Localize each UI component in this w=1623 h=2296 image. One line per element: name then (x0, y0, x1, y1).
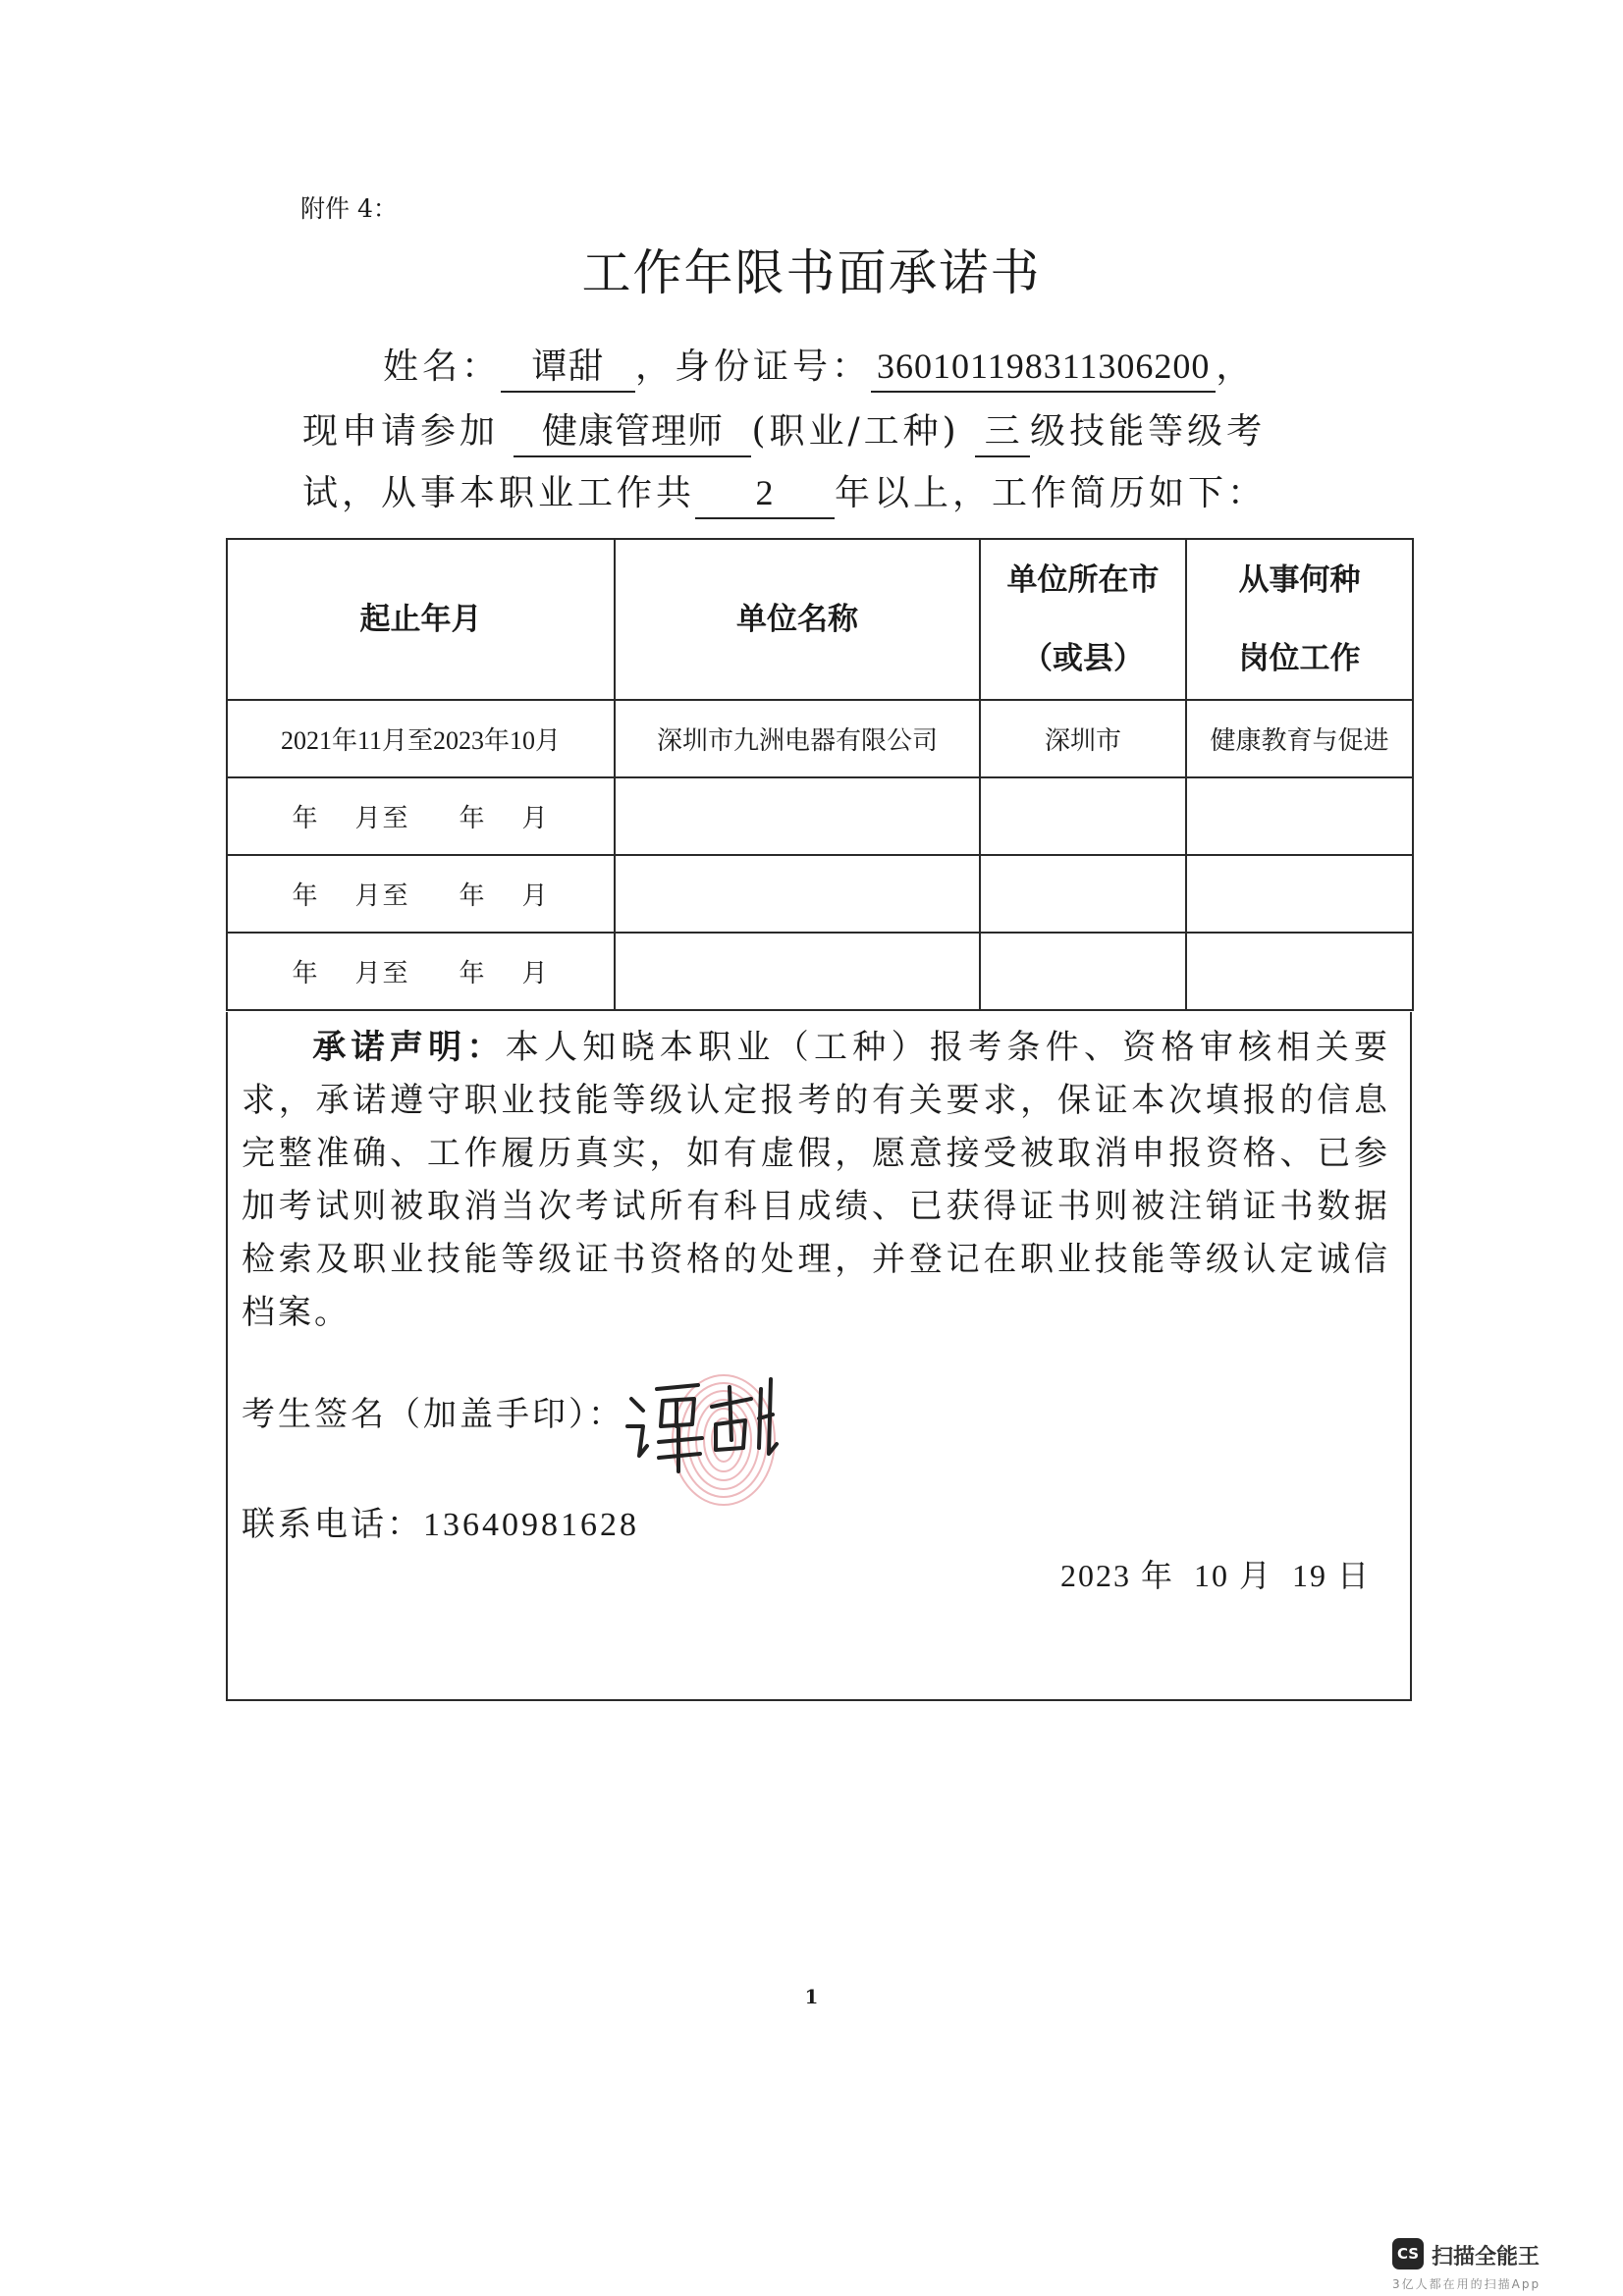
phone-value: 13640981628 (423, 1507, 639, 1543)
blank-year-2: 年 (459, 881, 487, 911)
declaration-heading: 承诺声明： (310, 1028, 506, 1067)
sign-date (1060, 1551, 1390, 1596)
blank-month-2: 月 (521, 804, 550, 833)
id-number-value: 360101198311306200 (871, 342, 1216, 393)
row-period-blank (227, 777, 615, 855)
table-header-row (227, 539, 1413, 700)
page-number: 1 (804, 1985, 819, 2008)
row-period: 2021年11月至2023年10月 (227, 700, 615, 777)
date-day: 19 日 (1292, 1558, 1372, 1593)
intro-line-1 (383, 342, 1255, 393)
signature-line (242, 1387, 624, 1435)
header-city-line1: 单位所在市 (1006, 562, 1160, 598)
blank-year-2: 年 (459, 804, 487, 833)
intro-line-3 (302, 468, 1267, 519)
declaration-body: 本人知晓本职业（工种）报考条件、资格审核相关要求，承诺遵守职业技能等级认定报考的有关要求，保证本次填报的信息完整准确、工作履历真实，如有虚假，愿意接受被取消申报资格、已参加考试则被取消当次考试所有科目成绩、已获得证书则被注销证书数据检索及职业技能等级证书资格的处理，并登记在职业技能等级认定诚信档案。 (242, 1028, 1391, 1332)
blank-month-to: 月至 (354, 959, 410, 988)
id-tail: ， (1216, 347, 1256, 387)
blank-month-to: 月至 (354, 881, 410, 911)
row-period-blank (227, 855, 615, 933)
phone-line (242, 1497, 639, 1545)
row-city-blank (980, 933, 1186, 1010)
years-suffix: 年以上，工作简历如下： (835, 473, 1268, 513)
apply-prefix: 现申请参加 (302, 411, 500, 452)
level-value: 三 (975, 406, 1030, 457)
row-city-blank (980, 777, 1186, 855)
row-city-blank (980, 855, 1186, 933)
header-position-line1: 从事何种 (1238, 562, 1361, 598)
row-position-blank (1186, 933, 1413, 1010)
signature-label: 考生签名（加盖手印）： (242, 1395, 624, 1434)
intro-line-2 (302, 406, 1266, 457)
table-row (227, 855, 1413, 933)
watermark-name: 扫描全能王 (1432, 2245, 1541, 2269)
row-company-blank (615, 777, 980, 855)
header-company: 单位名称 (615, 539, 980, 700)
id-label: ，身份证号： (635, 347, 872, 387)
camscanner-logo-icon: CS (1392, 2238, 1424, 2269)
blank-year: 年 (292, 804, 320, 833)
row-position-blank (1186, 855, 1413, 933)
level-suffix: 级技能等级考 (1030, 411, 1267, 452)
date-year: 2023 年 (1060, 1558, 1175, 1593)
header-position (1186, 539, 1413, 700)
blank-year: 年 (292, 881, 320, 911)
table-row (227, 700, 1413, 777)
blank-month-2: 月 (521, 881, 550, 911)
phone-label: 联系电话： (242, 1505, 423, 1544)
name-label: 姓名： (383, 347, 502, 387)
document-title: 工作年限书面承诺书 (581, 244, 1042, 301)
work-history-table (226, 538, 1414, 1011)
years-value: 2 (695, 468, 835, 519)
row-company-blank (615, 855, 980, 933)
occupation-suffix: (职业/工种) (751, 411, 960, 452)
header-period: 起止年月 (227, 539, 615, 700)
blank-year-2: 年 (459, 959, 487, 988)
blank-month-to: 月至 (354, 804, 410, 833)
row-company: 深圳市九洲电器有限公司 (615, 700, 980, 777)
header-city-line2: （或县） (1022, 641, 1144, 676)
watermark-subtitle: 3亿人都在用的扫描App (1392, 2277, 1542, 2291)
signature-fingerprint-image (614, 1350, 790, 1526)
row-city: 深圳市 (980, 700, 1186, 777)
table-row (227, 777, 1413, 855)
header-position-line2: 岗位工作 (1238, 641, 1361, 676)
occupation-value: 健康管理师 (514, 406, 751, 457)
row-period-blank (227, 933, 615, 1010)
blank-month-2: 月 (521, 959, 550, 988)
row-company-blank (615, 933, 980, 1010)
attachment-label: 附件 4： (300, 194, 398, 223)
name-value: 谭甜 (501, 342, 635, 393)
row-position-blank (1186, 777, 1413, 855)
table-row (227, 933, 1413, 1010)
date-month: 10 月 (1194, 1558, 1273, 1593)
row-position: 健康教育与促进 (1186, 700, 1413, 777)
years-prefix: 试，从事本职业工作共 (302, 473, 696, 513)
header-city (980, 539, 1186, 700)
blank-year: 年 (292, 959, 320, 988)
declaration (242, 1021, 1390, 1339)
